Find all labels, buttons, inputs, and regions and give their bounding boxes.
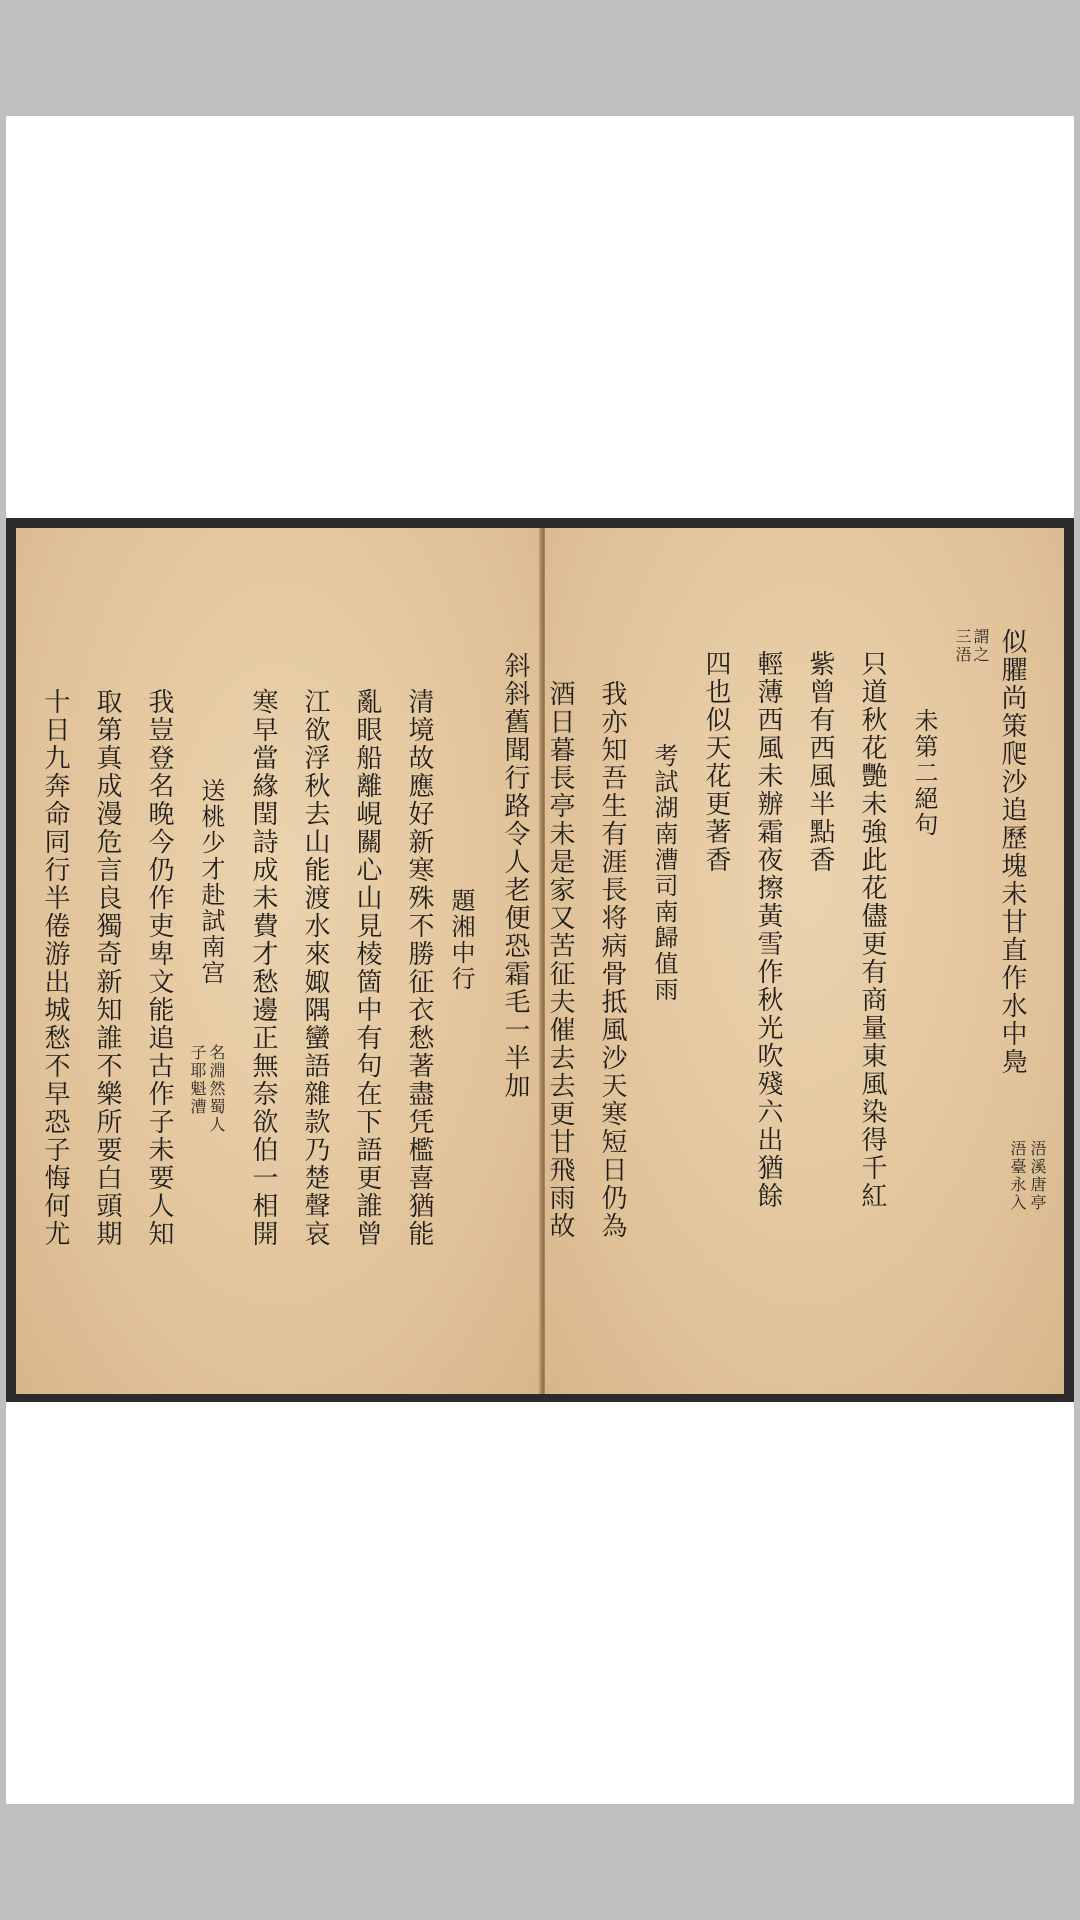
- poem-title-send-off: 送桃少才赴試南宫: [197, 778, 225, 986]
- annotation-note: 浯溪唐亭: [1028, 1140, 1047, 1212]
- text-column: 斜斜舊聞行路令人老便恐霜毛一半加: [500, 652, 530, 1100]
- poem-title-weidi: 未第二絕句: [910, 708, 938, 838]
- text-column: 寒早當緣閏詩成未費才愁邊正無奈欲伯一相開: [248, 688, 278, 1248]
- text-column: 我豈登名晚今仍作吏卑文能追古作子未要人知: [144, 688, 174, 1248]
- text-column: 我亦知吾生有涯長将病骨抵風沙天寒短日仍為: [597, 680, 627, 1240]
- text-column: 只道秋花艷未強此花儘更有商量東風染得千紅: [857, 650, 887, 1210]
- text-column: 四也似天花更著香: [701, 650, 731, 874]
- right-page: [545, 528, 1064, 1394]
- poem-title-xiangzhong: 題湘中行: [447, 888, 475, 992]
- annotation-note: 名淵然蜀人: [207, 1044, 226, 1134]
- text-column: 似臞尚策爬沙追歷塊未甘直作水中鳧: [997, 628, 1027, 1076]
- annotation-note: 三浯: [953, 628, 972, 664]
- left-page: [16, 528, 541, 1394]
- text-column: 取第真成漫危言良獨奇新知誰不樂所要白頭期: [92, 688, 122, 1248]
- text-column: 紫曾有西風半點香: [805, 650, 835, 874]
- annotation-note: 浯臺永入: [1008, 1140, 1027, 1212]
- book-spread: [6, 518, 1074, 1402]
- text-column: 亂眼船離峴關心山見棱箇中有句在下語更誰曾: [352, 688, 382, 1248]
- text-column: 十日九奔命同行半倦游出城愁不早恐子悔何尤: [40, 688, 70, 1248]
- poem-title-kaoshi: 考試湖南漕司南歸值雨: [650, 743, 678, 1003]
- text-column: 輕薄西風未辦霜夜擦黃雪作秋光吹殘六出猶餘: [753, 650, 783, 1210]
- text-column: 清境故應好新寒殊不勝征衣愁著盡凭檻喜猶能: [404, 688, 434, 1248]
- annotation-note: 謂之: [971, 628, 990, 664]
- text-column: 酒日暮長亭未是家又苦征夫催去去更甘飛雨故: [545, 680, 575, 1240]
- annotation-note: 子耶魁漕: [188, 1044, 207, 1116]
- text-column: 江欲浮秋去山能渡水來娵隅蠻語雜款乃楚聲哀: [300, 688, 330, 1248]
